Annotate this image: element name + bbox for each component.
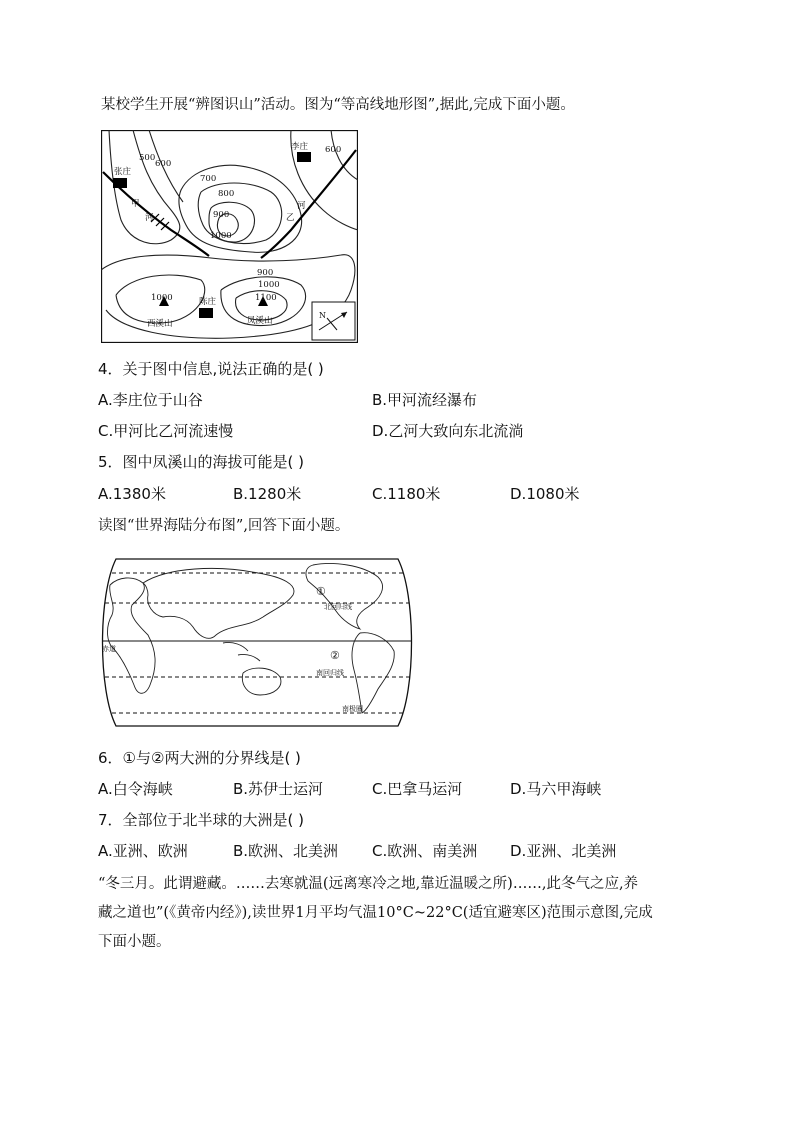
label-jia: 甲: [131, 199, 140, 209]
q5-option-a[interactable]: A.1380米: [98, 485, 166, 503]
question-7-stem: 7．全部位于北半球的大洲是( ): [98, 811, 305, 829]
north-arrow-icon: [312, 302, 355, 340]
q4-option-a[interactable]: A.李庄位于山谷: [98, 391, 203, 409]
label-equator: 赤道: [102, 645, 116, 653]
contour-800: 800: [218, 189, 235, 199]
label-fengxishan: 凤溪山: [247, 316, 273, 326]
q4-option-b[interactable]: B.甲河流经瀑布: [372, 391, 478, 409]
label-chenzhuang: 陈庄: [199, 297, 217, 307]
q5-option-b[interactable]: B.1280米: [233, 485, 302, 503]
label-antarctic-circle: 南极圈: [342, 705, 363, 713]
intro-text-2: 读图“世界海陆分布图”,回答下面小题。: [98, 518, 350, 534]
village-marker-lizhuang: [297, 152, 311, 162]
label-yi: 乙: [286, 213, 295, 223]
label-he-1: 河: [145, 213, 154, 223]
label-lizhuang: 李庄: [291, 142, 309, 152]
marker-1: ①: [316, 585, 326, 598]
label-tropic-capricorn: 南回归线: [316, 669, 344, 677]
intro-text-1: 某校学生开展“辨图识山”活动。图为“等高线地形图”,据此,完成下面小题。: [101, 97, 575, 113]
label-tropic-cancer: 北回归线: [324, 603, 352, 611]
q5-option-c[interactable]: C.1180米: [372, 485, 441, 503]
q6-option-b[interactable]: B.苏伊士运河: [233, 780, 324, 798]
contour-500: 500: [139, 153, 156, 163]
intro-text-3-line-3: 下面小题。: [98, 934, 171, 950]
q4-option-d[interactable]: D.乙河大致向东北流淌: [372, 422, 524, 440]
village-marker-zhangzhuang: [113, 178, 127, 188]
contour-900-lower: 900: [257, 268, 274, 278]
world-map: [98, 555, 416, 730]
q7-option-c[interactable]: C.欧洲、南美洲: [372, 842, 478, 860]
svg-text:N: N: [319, 311, 326, 320]
contour-1000-lower: 1000: [258, 280, 280, 290]
contour-1000: 1000: [210, 231, 232, 241]
q6-option-c[interactable]: C.巴拿马运河: [372, 780, 463, 798]
contour-1100: 1100: [255, 293, 277, 303]
intro-text-3-line-1: “冬三月。此谓避藏。……去寒就温(远离寒冷之地,靠近温暖之所)……,此冬气之应,养: [98, 876, 639, 892]
contour-600-right: 600: [325, 145, 342, 155]
q4-option-c[interactable]: C.甲河比乙河流速慢: [98, 422, 234, 440]
q6-option-d[interactable]: D.马六甲海峡: [510, 780, 602, 798]
intro-text-3-line-2: 藏之道也”(《黄帝内经》),读世界1月平均气温10°C~22°C(适宜避寒区)范围示意图,完成: [98, 905, 653, 921]
question-4-stem: 4．关于图中信息,说法正确的是( ): [98, 360, 324, 378]
label-zhangzhuang: 张庄: [114, 167, 132, 177]
question-6-stem: 6．①与②两大洲的分界线是( ): [98, 749, 301, 767]
q5-option-d[interactable]: D.1080米: [510, 485, 580, 503]
contour-1000-west: 1000: [151, 293, 173, 303]
marker-2: ②: [330, 649, 340, 662]
contour-map: [101, 130, 358, 343]
label-he-2: 河: [297, 201, 306, 211]
q7-option-a[interactable]: A.亚洲、欧洲: [98, 842, 188, 860]
q7-option-b[interactable]: B.欧洲、北美洲: [233, 842, 339, 860]
label-xixishan: 西溪山: [147, 319, 173, 329]
contour-900: 900: [213, 210, 230, 220]
q6-option-a[interactable]: A.白令海峡: [98, 780, 173, 798]
question-5-stem: 5．图中凤溪山的海拔可能是( ): [98, 453, 305, 471]
contour-700: 700: [200, 174, 217, 184]
q7-option-d[interactable]: D.亚洲、北美洲: [510, 842, 617, 860]
contour-600: 600: [155, 159, 172, 169]
village-marker-chenzhuang: [199, 308, 213, 318]
